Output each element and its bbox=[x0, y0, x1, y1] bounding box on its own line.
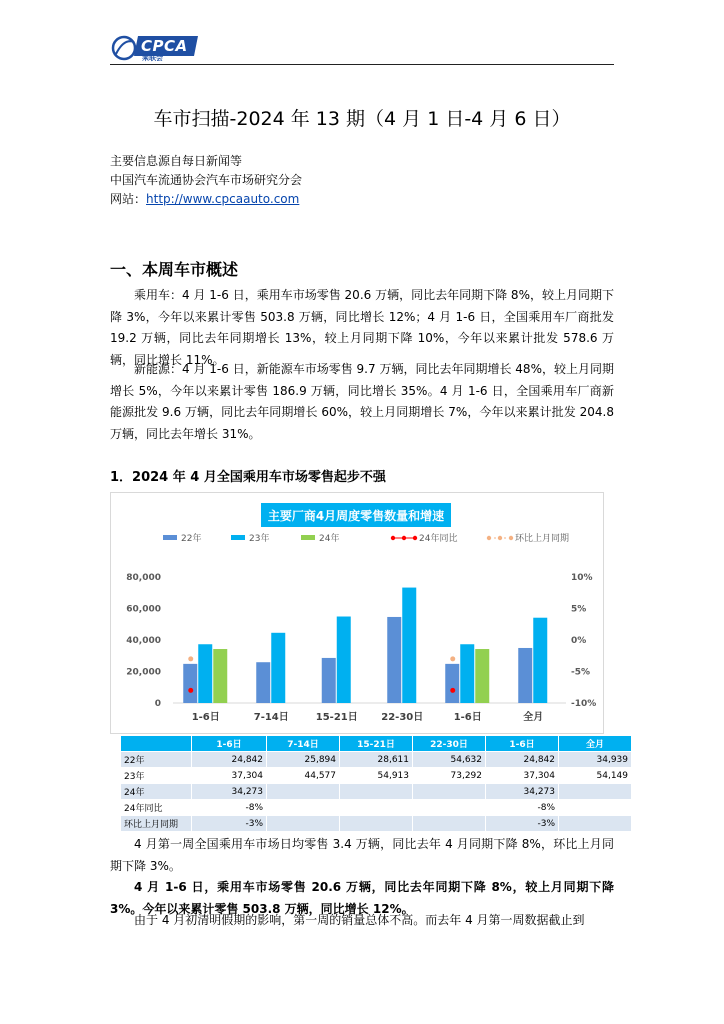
legend-swatch bbox=[163, 535, 177, 540]
y-right-tick: -10% bbox=[571, 699, 597, 709]
legend-swatch bbox=[231, 535, 245, 540]
logo-text: CPCA bbox=[141, 37, 188, 55]
table-header-cell: 1-6日 bbox=[192, 736, 267, 752]
table-header-cell: 7-14日 bbox=[267, 736, 340, 752]
table-cell: 34,939 bbox=[559, 752, 632, 768]
table-cell: 54,632 bbox=[413, 752, 486, 768]
y-left-tick: 0 bbox=[154, 699, 161, 709]
point-环比上月同期 bbox=[450, 656, 455, 661]
y-left-tick: 60,000 bbox=[126, 604, 161, 615]
table-cell: -3% bbox=[192, 816, 267, 832]
table-cell: 54,913 bbox=[340, 768, 413, 784]
table-cell: 44,577 bbox=[267, 768, 340, 784]
page-title: 车市扫描-2024 年 13 期（4 月 1 日-4 月 6 日） bbox=[153, 108, 571, 130]
table-cell: 环比上月同期 bbox=[121, 816, 192, 832]
legend-marker bbox=[391, 536, 395, 540]
table-cell: 25,894 bbox=[267, 752, 340, 768]
y-left-tick: 40,000 bbox=[126, 636, 161, 646]
bar-24年 bbox=[475, 649, 489, 703]
table-header-cell: 1-6日 bbox=[486, 736, 559, 752]
holiday-paragraph: 由于 4 月初清明假期的影响，第一周的销量总体不高。而去年 4 月第一周数据截止到 bbox=[134, 913, 585, 927]
table-cell: -8% bbox=[486, 800, 559, 816]
point-环比上月同期 bbox=[188, 656, 193, 661]
legend-label: 23年 bbox=[249, 534, 270, 544]
chart-x-labels bbox=[192, 710, 544, 723]
table-header-cell: 15-21日 bbox=[340, 736, 413, 752]
bar-22年 bbox=[445, 664, 459, 703]
table-cell bbox=[267, 800, 340, 816]
table-cell: 23年 bbox=[121, 768, 192, 784]
data-table bbox=[120, 735, 632, 832]
table-cell: 73,292 bbox=[413, 768, 486, 784]
point-24年同比 bbox=[188, 688, 193, 693]
chart-legend bbox=[163, 532, 569, 544]
table-cell: 54,149 bbox=[559, 768, 632, 784]
y-right-tick: 10% bbox=[571, 573, 593, 583]
chart-container bbox=[110, 492, 604, 734]
passenger-paragraph: 乘用车：4 月 1-6 日，乘用车市场零售 20.6 万辆，同比去年同期下降 8%，较上月同期下降 3%，今年以来累计零售 503.8 万辆，同比增长 12%；4 月 1-6 日，全国乘用车厂商批发 19.2 万辆，同比去年同期增长 13%，较上月同期下降 10%，今年以来累计批发 578.6 万辆，同比增长 11%。 bbox=[110, 288, 614, 367]
table-cell: -8% bbox=[192, 800, 267, 816]
table-cell: -3% bbox=[486, 816, 559, 832]
legend-marker bbox=[402, 536, 406, 540]
table-header-row bbox=[121, 736, 632, 752]
logo-subtitle: 乘联会 bbox=[142, 54, 163, 62]
legend-marker bbox=[509, 536, 513, 540]
website-line bbox=[110, 190, 299, 209]
table-cell bbox=[267, 816, 340, 832]
table-cell: 24,842 bbox=[486, 752, 559, 768]
table-cell bbox=[559, 816, 632, 832]
x-tick-label: 15-21日 bbox=[315, 712, 358, 723]
weekly-paragraph: 4 月第一周全国乘用车市场日均零售 3.4 万辆，同比去年 4 月同期下降 8%，环比上月同期下降 3%。 bbox=[110, 837, 614, 873]
org-line: 中国汽车流通协会汽车市场研究分会 bbox=[110, 173, 303, 187]
table-cell bbox=[413, 784, 486, 800]
table-cell bbox=[267, 784, 340, 800]
weekly-retail-chart bbox=[111, 493, 603, 733]
table-cell bbox=[413, 816, 486, 832]
x-tick-label: 1-6日 bbox=[191, 712, 220, 723]
bar-24年 bbox=[213, 649, 227, 703]
bar-23年 bbox=[337, 617, 351, 703]
y-right-tick: -5% bbox=[571, 667, 591, 678]
legend-swatch bbox=[301, 535, 315, 540]
table-row bbox=[121, 752, 632, 768]
table-cell: 24年 bbox=[121, 784, 192, 800]
bar-22年 bbox=[322, 658, 336, 703]
bar-23年 bbox=[402, 588, 416, 703]
table-cell bbox=[559, 800, 632, 816]
x-tick-label: 7-14日 bbox=[253, 712, 289, 723]
legend-label: 24年 bbox=[319, 534, 340, 544]
summary-paragraph: 4 月 1-6 日，乘用车市场零售 20.6 万辆，同比去年同期下降 8%，较上月同期下降 3%。今年以来累计零售 503.8 万辆，同比增长 12%。 bbox=[110, 880, 614, 916]
table-cell bbox=[413, 800, 486, 816]
y-right-tick: 0% bbox=[571, 636, 587, 646]
bar-23年 bbox=[198, 644, 212, 703]
table-cell: 24年同比 bbox=[121, 800, 192, 816]
nev-paragraph: 新能源：4 月 1-6 日，新能源车市场零售 9.7 万辆，同比去年同期增长 48%，较上月同期增长 5%，今年以来累计零售 186.9 万辆，同比增长 35%。4 月 1-6 日，全国乘用车厂商新能源批发 9.6 万辆，同比去年同期增长 60%，较上月同期增长 7%，今年以来累计批发 204.8 万辆，同比去年增长 31%。 bbox=[110, 362, 614, 441]
table-cell: 37,304 bbox=[486, 768, 559, 784]
table-cell bbox=[340, 800, 413, 816]
source-line: 主要信息源自每日新闻等 bbox=[110, 154, 243, 168]
legend-marker bbox=[498, 536, 502, 540]
x-tick-label: 22-30日 bbox=[381, 712, 424, 723]
table-cell: 28,611 bbox=[340, 752, 413, 768]
bar-22年 bbox=[256, 662, 270, 703]
table-cell: 24,842 bbox=[192, 752, 267, 768]
point-24年同比 bbox=[450, 688, 455, 693]
legend-label: 22年 bbox=[181, 534, 202, 544]
bar-22年 bbox=[183, 664, 197, 703]
table-header-cell bbox=[121, 736, 192, 752]
legend-label: 24年同比 bbox=[419, 534, 458, 544]
chart-bars bbox=[183, 588, 547, 703]
website-link[interactable]: http://www.cpcaauto.com bbox=[146, 192, 300, 206]
bar-22年 bbox=[387, 617, 401, 703]
table-cell: 37,304 bbox=[192, 768, 267, 784]
table-header-cell: 22-30日 bbox=[413, 736, 486, 752]
table-row bbox=[121, 800, 632, 816]
legend-marker bbox=[487, 536, 491, 540]
bar-22年 bbox=[518, 648, 532, 703]
table-row bbox=[121, 768, 632, 784]
table-row bbox=[121, 784, 632, 800]
table-cell: 34,273 bbox=[192, 784, 267, 800]
subsection-heading: 1．2024 年 4 月全国乘用车市场零售起步不强 bbox=[110, 470, 386, 485]
legend-label: 环比上月同期 bbox=[515, 534, 570, 544]
table-cell: 34,273 bbox=[486, 784, 559, 800]
x-tick-label: 全月 bbox=[523, 712, 544, 723]
bar-23年 bbox=[271, 633, 285, 703]
legend-marker bbox=[413, 536, 417, 540]
chart-title: 主要厂商4月周度零售数量和增速 bbox=[267, 509, 445, 523]
website-label: 网站： bbox=[110, 192, 147, 206]
bar-23年 bbox=[460, 644, 474, 703]
header-divider bbox=[110, 64, 614, 65]
table-header-cell: 全月 bbox=[559, 736, 632, 752]
x-tick-label: 1-6日 bbox=[453, 712, 482, 723]
table-row bbox=[121, 816, 632, 832]
y-left-tick: 20,000 bbox=[126, 667, 161, 678]
y-right-tick: 5% bbox=[571, 604, 587, 615]
table-cell bbox=[340, 816, 413, 832]
y-left-tick: 80,000 bbox=[126, 573, 161, 583]
table-cell bbox=[559, 784, 632, 800]
table-cell: 22年 bbox=[121, 752, 192, 768]
bar-23年 bbox=[533, 618, 547, 703]
section-heading: 一、本周车市概述 bbox=[110, 260, 239, 279]
table-cell bbox=[340, 784, 413, 800]
